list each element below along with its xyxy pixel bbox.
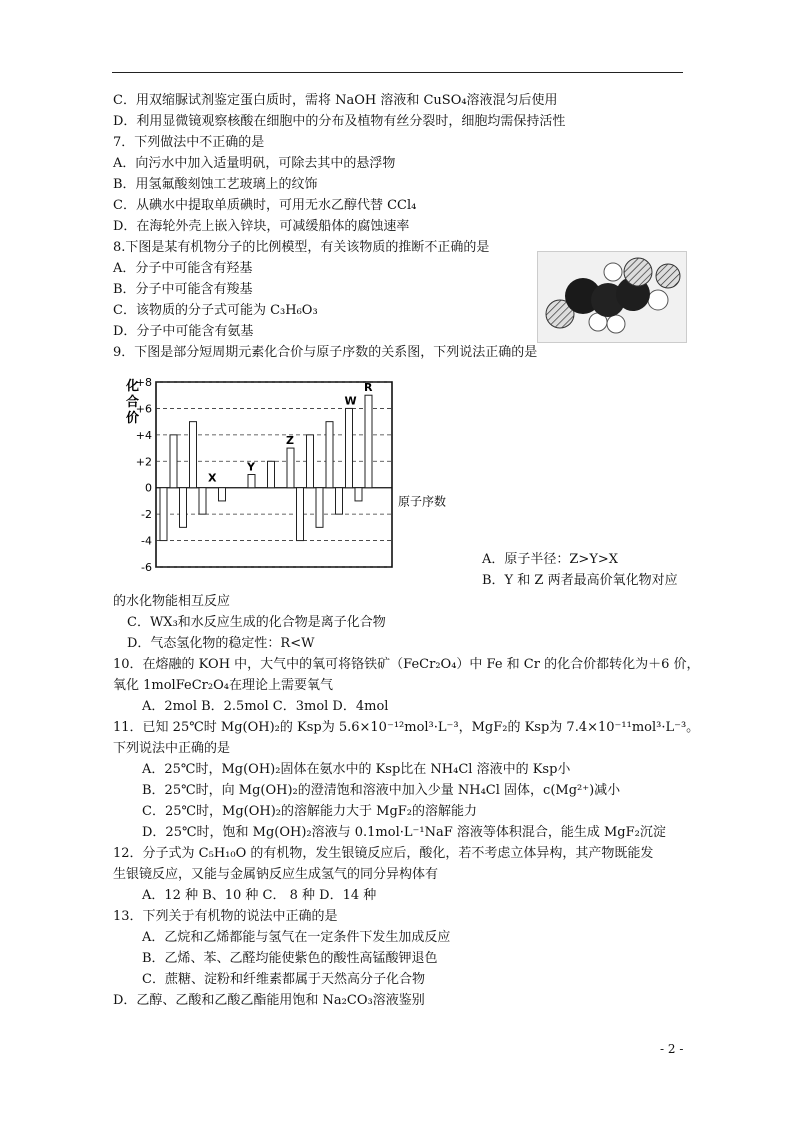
bar-positive <box>365 395 372 488</box>
text-line: A．25℃时，Mg(OH)₂固体在氨水中的 Ksp比在 NH₄Cl 溶液中的 Ksp小 <box>142 762 571 777</box>
text-line: A．12 种 B、10 种 C． 8 种 D．14 种 <box>142 888 377 903</box>
page-number: - 2 - <box>660 1042 684 1056</box>
element-label: X <box>208 471 217 485</box>
text-line: B．Y 和 Z 两者最高价氧化物对应 <box>482 573 678 588</box>
bar-positive <box>287 448 294 488</box>
text-line: D．在海轮外壳上嵌入锌块，可减缓船体的腐蚀速率 <box>113 219 410 234</box>
bar-negative <box>297 488 304 541</box>
bar-positive <box>190 422 197 488</box>
y-tick-label: +2 <box>135 455 152 469</box>
valence-vs-atomic-number-chart <box>112 372 447 582</box>
text-line: 8.下图是某有机物分子的比例模型，有关该物质的推断不正确的是 <box>113 240 490 255</box>
bar-negative <box>219 488 226 501</box>
svg-text:合: 合 <box>126 395 140 410</box>
x-axis-label: 原子序数 <box>398 494 447 509</box>
bar-negative <box>336 488 343 514</box>
text-line: A．乙烷和乙烯都能与氢气在一定条件下发生加成反应 <box>142 930 451 945</box>
text-line: D．利用显微镜观察核酸在细胞中的分布及植物有丝分裂时，细胞均需保持活性 <box>113 114 566 129</box>
element-label: Y <box>247 460 255 474</box>
bar-negative <box>316 488 323 528</box>
text-line: 的水化物能相互反应 <box>113 594 231 609</box>
bar-positive <box>307 435 314 488</box>
y-tick-label: +8 <box>135 376 152 389</box>
y-axis-label <box>125 378 139 426</box>
y-tick-label: -6 <box>141 561 152 574</box>
bar-positive <box>248 475 255 488</box>
text-line: A．原子半径：Z>Y>X <box>482 552 619 567</box>
molecule-drawing <box>538 252 686 342</box>
bar-negative <box>199 488 206 514</box>
text-line: C．该物质的分子式可能为 C₃H₆O₃ <box>113 303 318 318</box>
bar-positive <box>170 435 177 488</box>
text-line: D．分子中可能含有氨基 <box>113 324 254 339</box>
y-tick-label: 0 <box>145 481 152 495</box>
text-line: C．用双缩脲试剂鉴定蛋白质时，需将 NaOH 溶液和 CuSO₄溶液混匀后使用 <box>113 93 558 108</box>
bar-negative <box>180 488 187 528</box>
header-rule <box>112 72 683 73</box>
text-line: 生银镜反应，又能与金属钠反应生成氢气的同分异构体有 <box>113 867 439 882</box>
text-line: A．2mol B．2.5mol C．3mol D．4mol <box>142 699 389 714</box>
element-label: W <box>344 394 357 408</box>
text-line: C．25℃时，Mg(OH)₂的溶解能力大于 MgF₂的溶解能力 <box>142 804 478 819</box>
text-line: 氧化 1molFeCr₂O₄在理论上需要氧气 <box>113 678 333 693</box>
bar-positive <box>326 422 333 488</box>
text-line: B．25℃时，向 Mg(OH)₂的澄清饱和溶液中加入少量 NH₄Cl 固体，c(Mg²⁺)减小 <box>142 783 621 798</box>
svg-text:化: 化 <box>126 379 140 394</box>
text-line: D．25℃时，饱和 Mg(OH)₂溶液与 0.1mol·L⁻¹NaF 溶液等体积混合，能生成 MgF₂沉淀 <box>142 825 666 840</box>
y-tick-label: -2 <box>141 508 152 522</box>
text-line: B．分子中可能含有羧基 <box>113 282 253 297</box>
text-line: C．从碘水中提取单质碘时，可用无水乙醇代替 CCl₄ <box>113 198 417 213</box>
text-line: D．乙醇、乙酸和乙酸乙酯能用饱和 Na₂CO₃溶液鉴别 <box>113 993 425 1008</box>
molecule-ball-model-image <box>537 251 687 343</box>
text-line: A．分子中可能含有羟基 <box>113 261 253 276</box>
text-line: B．用氢氟酸刻蚀工艺玻璃上的纹饰 <box>113 177 318 192</box>
y-tick-label: +4 <box>135 428 152 442</box>
text-line: 10．在熔融的 KOH 中，大气中的氧可将铬铁矿（FeCr₂O₄）中 Fe 和 Cr 的化合价都转化为＋6 价， <box>113 657 700 672</box>
element-label: Z <box>286 434 294 448</box>
bar-negative <box>160 488 167 541</box>
text-line: 9．下图是部分短周期元素化合价与原子序数的关系图，下列说法正确的是 <box>113 345 538 360</box>
y-tick-label: +6 <box>135 402 152 416</box>
bar-positive <box>268 461 275 487</box>
text-line: B．乙烯、苯、乙醛均能使紫色的酸性高锰酸钾退色 <box>142 951 438 966</box>
text-line: A．向污水中加入适量明矾，可除去其中的悬浮物 <box>113 156 396 171</box>
bar-negative <box>355 488 362 501</box>
svg-text:价: 价 <box>126 411 140 426</box>
bar-positive <box>346 408 353 487</box>
text-line: 13．下列关于有机物的说法中正确的是 <box>113 909 338 924</box>
text-line: D．气态氢化物的稳定性：R<W <box>127 636 315 651</box>
text-line: 12．分子式为 C₅H₁₀O 的有机物，发生银镜反应后，酸化，若不考虑立体异构，其产物既能发 <box>113 846 654 861</box>
text-line: C．蔗糖、淀粉和纤维素都属于天然高分子化合物 <box>142 972 425 987</box>
element-label: R <box>364 381 373 395</box>
text-line: 7．下列做法中不正确的是 <box>113 135 265 150</box>
text-line: C．WX₃和水反应生成的化合物是离子化合物 <box>127 615 386 630</box>
y-tick-label: -4 <box>141 534 152 548</box>
text-line: 下列说法中正确的是 <box>113 741 231 756</box>
text-line: 11．已知 25℃时 Mg(OH)₂的 Ksp为 5.6×10⁻¹²mol³·L⁻³，MgF₂的 Ksp为 7.4×10⁻¹¹mol³·L⁻³。 <box>113 720 700 735</box>
